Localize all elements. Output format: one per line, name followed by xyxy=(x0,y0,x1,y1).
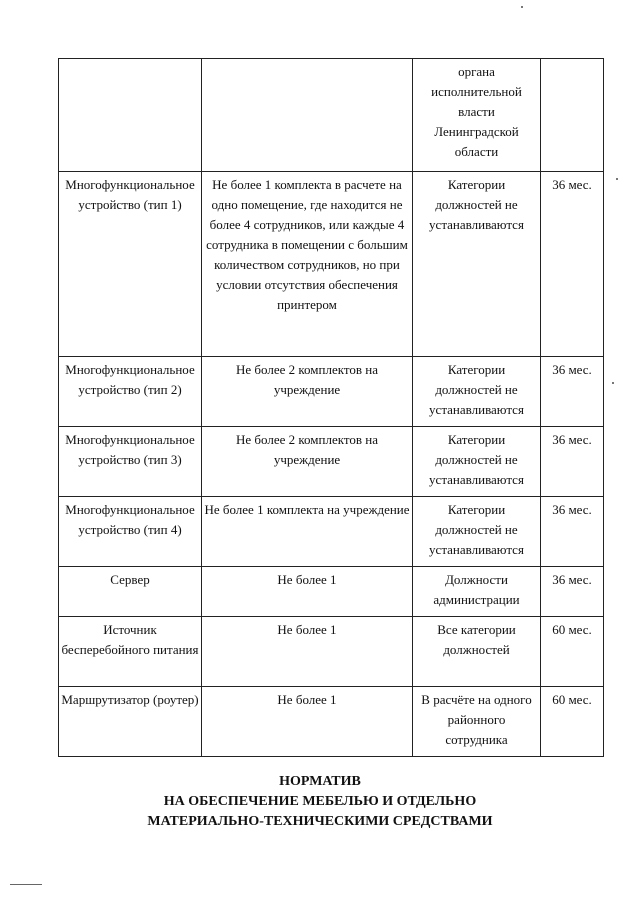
term-cell: 60 мес. xyxy=(541,687,604,757)
table-row xyxy=(59,687,604,757)
quantity-cell: Не более 1 xyxy=(202,617,413,687)
item-name-cell: Маршрутизатор (роутер) xyxy=(59,687,202,757)
item-name-cell: Многофункциональное устройство (тип 2) xyxy=(59,357,202,427)
table-row xyxy=(59,172,604,357)
table-row xyxy=(59,617,604,687)
quantity-cell: Не более 1 комплекта на учреждение xyxy=(202,497,413,567)
category-cell: Категории должностей не устанавливаются xyxy=(413,497,541,567)
item-name-cell: Сервер xyxy=(59,567,202,617)
item-name-cell: Источник бесперебойного питания xyxy=(59,617,202,687)
quantity-cell: Не более 2 комплектов на учреждение xyxy=(202,427,413,497)
term-cell: 36 мес. xyxy=(541,172,604,357)
term-cell: 60 мес. xyxy=(541,617,604,687)
category-cell: Все категории должностей xyxy=(413,617,541,687)
table-row xyxy=(59,427,604,497)
quantity-cell: Не более 2 комплектов на учреждение xyxy=(202,357,413,427)
category-cell: Категории должностей не устанавливаются xyxy=(413,172,541,357)
category-cell: В расчёте на одного районного сотрудника xyxy=(413,687,541,757)
term-cell: 36 мес. xyxy=(541,427,604,497)
norms-table xyxy=(58,58,604,757)
item-name-cell: Многофункциональное устройство (тип 1) xyxy=(59,172,202,357)
table-row xyxy=(59,59,604,172)
category-cell: Категории должностей не устанавливаются xyxy=(413,427,541,497)
table-row xyxy=(59,567,604,617)
heading-line: НА ОБЕСПЕЧЕНИЕ МЕБЕЛЬЮ И ОТДЕЛЬНО xyxy=(163,794,477,809)
item-name-cell: Многофункциональное устройство (тип 3) xyxy=(59,427,202,497)
quantity-cell: Не более 1 комплекта в расчете на одно помещение, где находится не более 4 сотрудников, или каждые 4 сотрудника в помещении с большим количеством сотрудников, но при условии отсутствия обеспечения принтером xyxy=(202,172,413,357)
section-heading xyxy=(0,772,640,832)
category-cell: органа исполнительной власти Ленинградской области xyxy=(413,59,541,172)
term-cell: 36 мес. xyxy=(541,357,604,427)
quantity-cell: Не более 1 xyxy=(202,687,413,757)
term-cell: 36 мес. xyxy=(541,497,604,567)
scan-speck xyxy=(612,382,614,384)
quantity-cell xyxy=(202,59,413,172)
table-row xyxy=(59,357,604,427)
category-cell: Категории должностей не устанавливаются xyxy=(413,357,541,427)
term-cell: 36 мес. xyxy=(541,567,604,617)
item-name-cell: Многофункциональное устройство (тип 4) xyxy=(59,497,202,567)
heading-line: НОРМАТИВ xyxy=(279,774,361,789)
scan-speck xyxy=(521,6,523,8)
item-name-cell xyxy=(59,59,202,172)
scan-speck xyxy=(616,178,618,180)
quantity-cell: Не более 1 xyxy=(202,567,413,617)
scan-margin-mark xyxy=(10,884,42,885)
category-cell: Должности администрации xyxy=(413,567,541,617)
term-cell xyxy=(541,59,604,172)
heading-line: МАТЕРИАЛЬНО-ТЕХНИЧЕСКИМИ СРЕДСТВАМИ xyxy=(147,814,493,829)
table-row xyxy=(59,497,604,567)
